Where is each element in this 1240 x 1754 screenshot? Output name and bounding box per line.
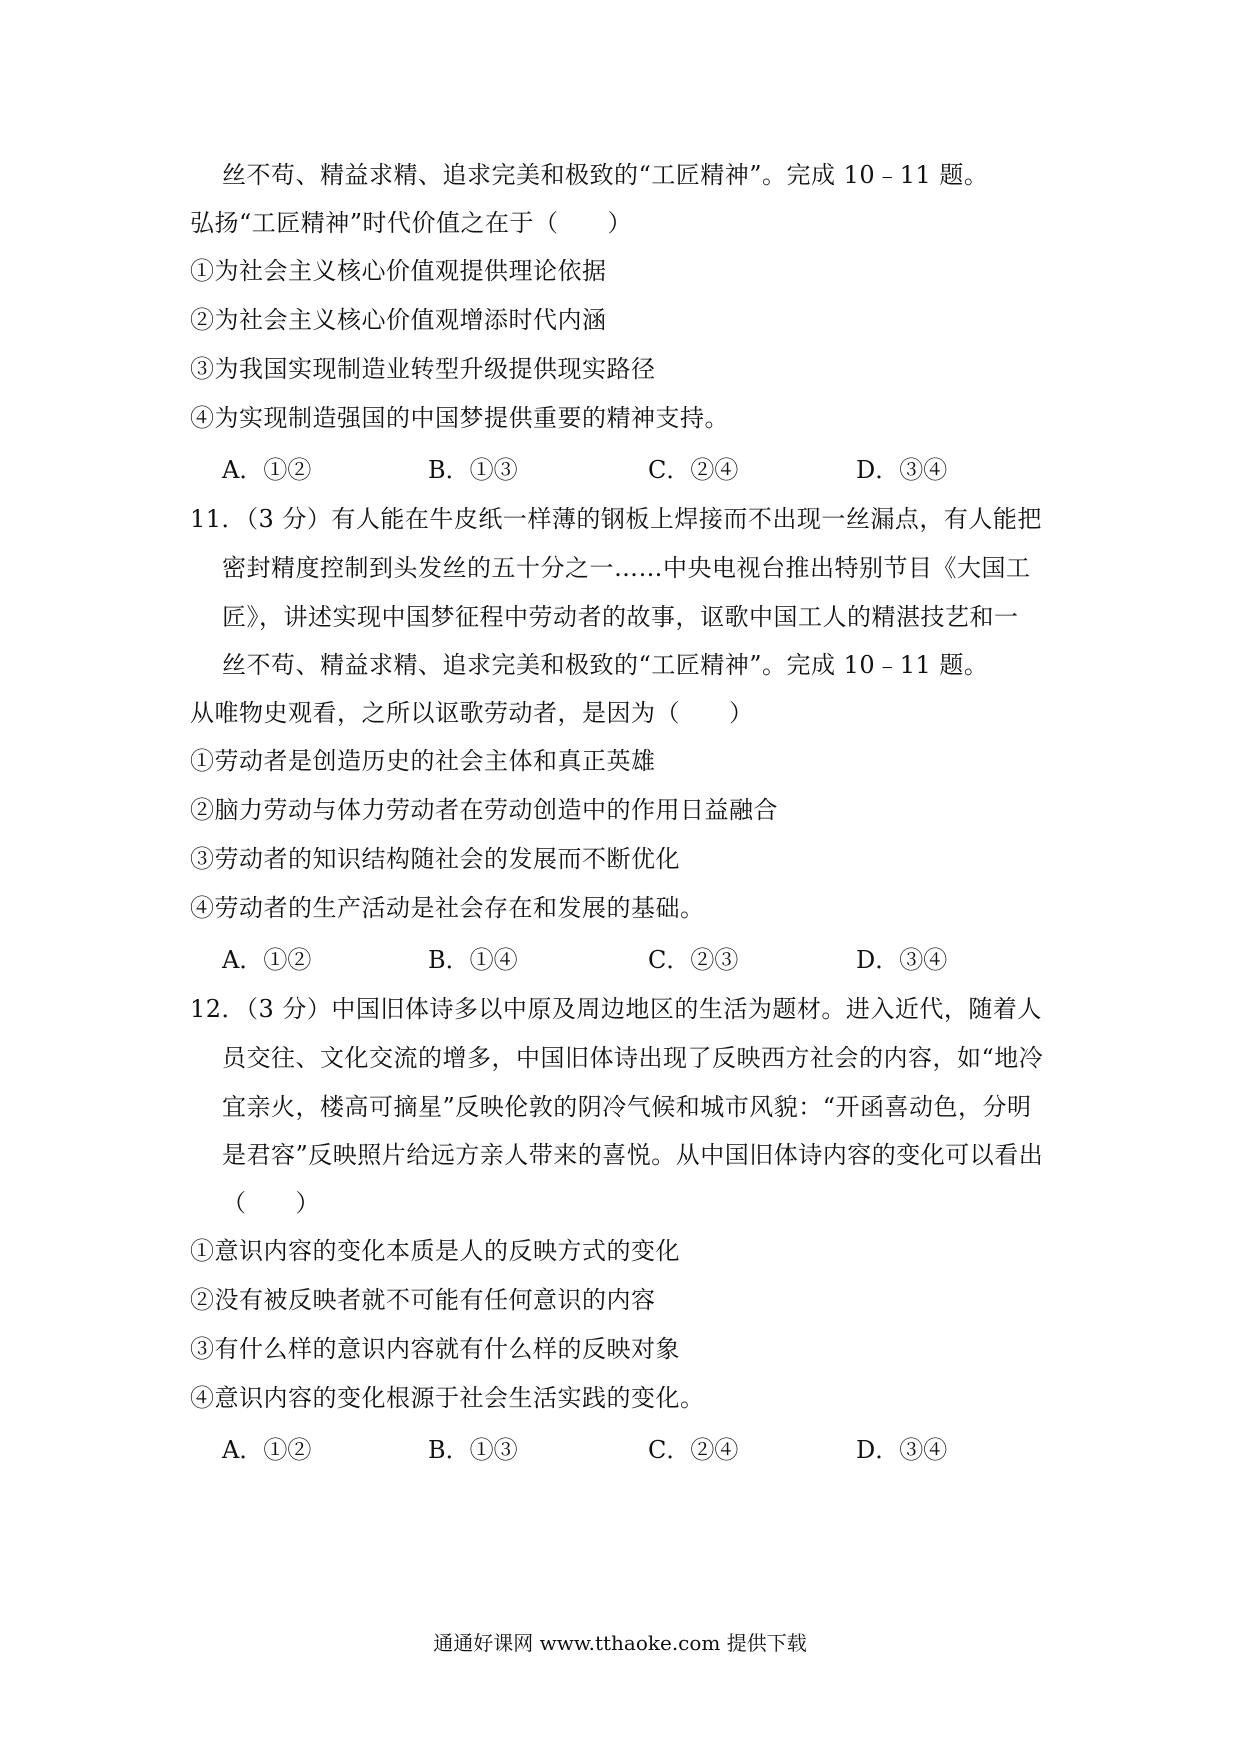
q10-item-2: ②为社会主义核心价值观增添时代内涵 xyxy=(190,306,607,334)
q11-passage-line: 密封精度控制到头发丝的五十分之一……中央电视台推出特别节目《大国工 xyxy=(222,554,1031,582)
q11-option-b: B．①④ xyxy=(428,946,518,974)
q11-item-4: ④劳动者的生产活动是社会存在和发展的基础。 xyxy=(190,894,705,922)
q12-item-3: ③有什么样的意识内容就有什么样的反映对象 xyxy=(190,1335,680,1363)
q12-passage-line: 员交往、文化交流的增多，中国旧体诗出现了反映西方社会的内容，如“地冷 xyxy=(222,1044,1044,1072)
q12-item-4: ④意识内容的变化根源于社会生活实践的变化。 xyxy=(190,1384,705,1412)
q10-item-1: ①为社会主义核心价值观提供理论依据 xyxy=(190,257,607,285)
q12-answer-paren: （ ） xyxy=(222,1189,320,1217)
q10-stem: 弘扬“工匠精神”时代价值之在于（ ） xyxy=(190,209,633,237)
q12-option-b: B．①③ xyxy=(428,1436,518,1464)
q12-option-d: D．③④ xyxy=(856,1436,948,1464)
q10-option-a: A．①② xyxy=(222,456,312,484)
q11-option-d: D．③④ xyxy=(856,946,948,974)
q10-option-d: D．③④ xyxy=(856,456,948,484)
q11-item-1: ①劳动者是创造历史的社会主体和真正英雄 xyxy=(190,747,656,775)
q11-item-3: ③劳动者的知识结构随社会的发展而不断优化 xyxy=(190,845,680,873)
q11-option-c: C．②③ xyxy=(648,946,739,974)
q12-option-c: C．②④ xyxy=(648,1436,739,1464)
q12-item-2: ②没有被反映者就不可能有任何意识的内容 xyxy=(190,1286,656,1314)
q10-option-c: C．②④ xyxy=(648,456,739,484)
q10-passage-line: 丝不苟、精益求精、追求完美和极致的“工匠精神”。完成 10﹣11 题。 xyxy=(222,161,989,189)
q12-item-1: ①意识内容的变化本质是人的反映方式的变化 xyxy=(190,1237,680,1265)
q10-option-b: B．①③ xyxy=(428,456,518,484)
q12-title-line: 12．（3 分）中国旧体诗多以中原及周边地区的生活为题材。进入近代，随着人 xyxy=(190,995,1042,1023)
q11-option-a: A．①② xyxy=(222,946,312,974)
q11-stem: 从唯物史观看，之所以讴歌劳动者，是因为（ ） xyxy=(190,699,754,727)
page-footer: 通通好课网 www.tthaoke.com 提供下载 xyxy=(433,1631,807,1655)
q12-passage-line: 宜亲火，楼高可摘星”反映伦敦的阴冷气候和城市风貌：“开函喜动色，分明 xyxy=(222,1093,1032,1121)
q12-option-a: A．①② xyxy=(222,1436,312,1464)
q11-passage-line: 丝不苟、精益求精、追求完美和极致的“工匠精神”。完成 10﹣11 题。 xyxy=(222,651,989,679)
q11-passage-line: 匠》，讲述实现中国梦征程中劳动者的故事，讴歌中国工人的精湛技艺和一 xyxy=(222,603,1019,631)
q12-passage-line: 是君容”反映照片给远方亲人带来的喜悦。从中国旧体诗内容的变化可以看出 xyxy=(222,1141,1044,1169)
q10-item-3: ③为我国实现制造业转型升级提供现实路径 xyxy=(190,355,656,383)
q11-title-line: 11．（3 分）有人能在牛皮纸一样薄的钢板上焊接而不出现一丝漏点，有人能把 xyxy=(190,505,1042,533)
q11-item-2: ②脑力劳动与体力劳动者在劳动创造中的作用日益融合 xyxy=(190,796,778,824)
q10-item-4: ④为实现制造强国的中国梦提供重要的精神支持。 xyxy=(190,404,729,432)
